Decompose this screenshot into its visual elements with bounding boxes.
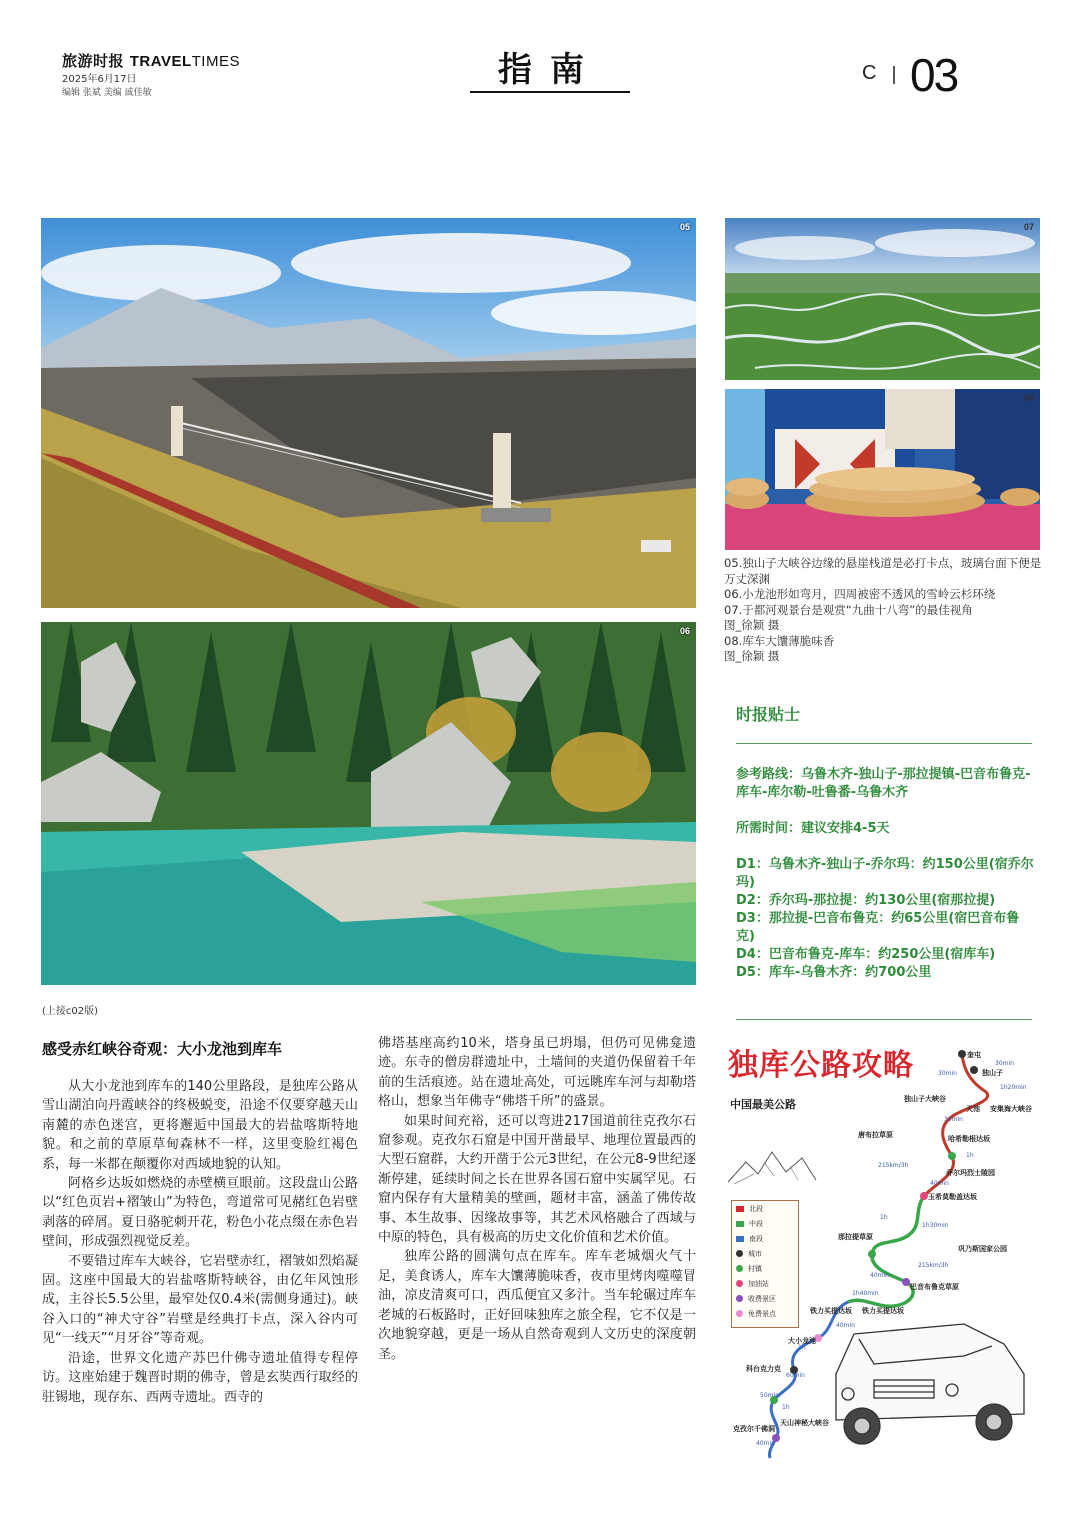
- map-place-tielimaiti-pass-1: 铁力买提达坂: [810, 1307, 852, 1315]
- map-time: 1h20min: [1000, 1084, 1027, 1091]
- photo-07-winding-river: [725, 218, 1040, 380]
- legend-gas-station: 加油站: [732, 1276, 798, 1291]
- map-time: 40min: [836, 1322, 855, 1329]
- tips-route: 参考路线：乌鲁木齐-独山子-那拉提镇-巴音布鲁克-库车-库尔勒-吐鲁番-乌鲁木齐: [736, 767, 1031, 800]
- photo-05-canyon-bridge: [41, 218, 696, 608]
- map-time: 1h30min: [922, 1222, 949, 1229]
- map-place-gongnaisi: 巩乃斯国家公园: [958, 1245, 1007, 1253]
- publication-date: 2025年6月17日: [62, 74, 137, 85]
- newspaper-brand: [62, 50, 240, 71]
- caption-06: 06.小龙池形如弯月，四周被密不透风的雪岭云杉环绕: [724, 587, 996, 601]
- map-time: 1h: [966, 1152, 974, 1159]
- map-time: 1h: [880, 1214, 888, 1221]
- legend-middle: 中段: [732, 1216, 798, 1231]
- map-time: 60min: [786, 1372, 805, 1379]
- page-section-letter: C: [862, 62, 877, 84]
- map-place-ketaikelike: 科台克力克: [746, 1365, 781, 1373]
- article-paragraph: 从大小龙池到库车的140公里路段，是独库公路从雪山湖泊向丹霞峡谷的终极蜕变，沿途不仅要穿越天山南麓的赤色迷宫，更将邂逅中国最大的岩盐喀斯特地貌。和之前的草原草甸森林不一样，这里变脸红褐色系，每一米都在颠覆你对西域地貌的认知。: [42, 1079, 358, 1172]
- map-place-dragon-pools: 大小龙池: [788, 1337, 816, 1345]
- photo-credit: 图_徐颖 摄: [724, 649, 780, 663]
- tips-day-1: D1：乌鲁木齐-独山子-乔尔玛：约150公里(宿乔尔玛): [736, 857, 1034, 890]
- article-paragraph: 独库公路的圆满句点在库车。库车老城烟火气十足，美食诱人，库车大馕薄脆味香，夜市里烤肉噬噬冒油，凉皮清爽可口，西瓜便宜又多汁。当车轮碾过库车老城的石板路时，正好回味独库之旅全程，它不仅是一次地貌穿越，更是一场从自然奇观到人文历史的深度朝圣。: [378, 1249, 696, 1362]
- dragon-lake-image: [41, 622, 696, 985]
- map-place-qiaoerma-cemetery: 乔尔玛烈士陵园: [946, 1169, 995, 1177]
- map-place-tangbula: 唐布拉草原: [858, 1131, 893, 1139]
- map-time: 40min: [930, 1180, 949, 1187]
- map-place-yuximolegai-pass: 玉希莫勒盖达坂: [928, 1193, 977, 1201]
- tips-day-2: D2：乔尔玛-那拉提：约130公里(宿那拉提): [736, 893, 996, 908]
- caption-07: 07.于都河观景台是观赏“九曲十八弯”的最佳视角: [724, 602, 973, 617]
- photo-06-dragon-lake: [41, 622, 696, 985]
- map-time: 1h40min: [852, 1290, 879, 1297]
- map-legend: [731, 1200, 799, 1328]
- brand-cn: 旅游时报: [62, 52, 125, 70]
- map-time: 30min: [995, 1060, 1014, 1067]
- tips-rule-bottom: [736, 1019, 1032, 1020]
- map-time: 215km/3h: [878, 1162, 909, 1169]
- tips-box: [736, 766, 1036, 982]
- legend-north: 北段: [732, 1201, 798, 1216]
- article-paragraph: 沿途，世界文化遗产苏巴什佛寺遗址值得专程停访。这座始建于魏晋时期的佛寺，曾是玄奘西行取经的驻锡地，现存东、西两寺遗址。西寺的: [42, 1350, 358, 1405]
- tips-heading: 时报贴士: [736, 705, 801, 724]
- editors-credit: 编辑 张斌 美编 戚佳敏: [62, 88, 152, 98]
- photo-number-06: 06: [679, 626, 690, 636]
- map-place-tianchi: 天池: [966, 1105, 980, 1113]
- tips-day-4: D4：巴音布鲁克-库车：约250公里(宿库车): [736, 947, 996, 962]
- photo-number-07: 07: [1023, 222, 1034, 232]
- map-subtitle: 中国最美公路: [730, 1098, 796, 1111]
- page-number-divider: [893, 66, 895, 84]
- photo-captions: [724, 556, 1044, 665]
- map-title: 独库公路攻略: [728, 1048, 914, 1083]
- photo-number-05: 05: [679, 222, 690, 232]
- winding-river-image: [725, 218, 1040, 380]
- article-paragraph: 佛塔基座高约10米，塔身虽已坍塌，但仍可见佛龛遗迹。东寺的僧房群遗址中，土墙间的夹道仍保留着千年前的生活痕迹。站在遗址高处，可远眺库车河与却勒塔格山，想象当年佛寺“佛塔千所”的盛景。: [378, 1036, 696, 1110]
- article-paragraph: 不要错过库车大峡谷，它岩壁赤红，褶皱如烈焰凝固。这座中国最大的岩盐喀斯特峡谷，由亿年风蚀形成，主谷长5.5公里，最窄处仅0.4米(需侧身通过)。峡谷入口的“神犬守谷”岩壁是经典打卡点，深入谷内可见“一线天”“月牙谷”等奇观。: [42, 1253, 358, 1347]
- section-title-rule: [470, 91, 630, 93]
- map-time: 215km/3h: [918, 1262, 949, 1269]
- article-title: 感受赤红峡谷奇观：大小龙池到库车: [42, 1040, 283, 1058]
- map-place-dushanzi-canyon: 独山子大峡谷: [904, 1095, 946, 1103]
- photo-credit: 图_徐颖 摄: [724, 618, 780, 632]
- kuqa-naan-image: [725, 389, 1040, 550]
- section-title: 指南: [498, 50, 602, 90]
- map-time: 1h: [782, 1404, 790, 1411]
- page-number: 03: [910, 49, 958, 101]
- map-place-kuitun: 奎屯: [967, 1051, 981, 1059]
- map-time: 50min: [760, 1392, 779, 1399]
- caption-05: 05.独山子大峡谷边缘的悬崖栈道是必打卡点，玻璃台面下便是万丈深渊: [724, 556, 1042, 586]
- map-time: 40min: [870, 1272, 889, 1279]
- article-column-1: [42, 1077, 358, 1407]
- legend-paid-scenic: 收费景区: [732, 1291, 798, 1306]
- article-paragraph: 如果时间充裕，还可以弯进217国道前往克孜尔石窟参观。克孜尔石窟是中国开凿最早、地理位置最西的大型石窟群，大约开凿于公元3世纪，在公元8-9世纪逐渐停建，延续时间之长在世界各国石窟中实属罕见。石窟内保存有大量精美的壁画，题材丰富，涵盖了佛传故事、本生故事、因缘故事等，其艺术风格融合了西域与中原的特色，具有极高的历史文化价值和艺术价值。: [378, 1113, 696, 1246]
- tips-day-5: D5：库车-乌鲁木齐：约700公里: [736, 965, 932, 980]
- map-place-anjihai-canyon: 安集海大峡谷: [990, 1105, 1032, 1113]
- tips-day-3: D3：那拉提-巴音布鲁克：约65公里(宿巴音布鲁克): [736, 911, 1020, 944]
- article-paragraph: 阿格乡达坂如燃烧的赤壁横亘眼前。这段盘山公路以“红色页岩+褶皱山”为特色，弯道常可见赭红色岩壁剥落的碎屑。夏日骆驼刺开花，粉色小花点缀在赤色岩壁间，形成强烈视觉反差。: [42, 1176, 358, 1250]
- map-time: 1h: [798, 1344, 806, 1351]
- continued-from-note: (上接c02版): [42, 1006, 99, 1017]
- photo-08-kuqa-naan: [725, 389, 1040, 550]
- map-place-haxilegen-pass: 哈希勒根达坂: [948, 1135, 990, 1143]
- map-place-bayinbuluke: 巴音布鲁克草原: [910, 1283, 959, 1291]
- tips-rule-top: [736, 743, 1032, 744]
- map-time: 40min: [756, 1440, 775, 1447]
- tips-time: 所需时间：建议安排4-5天: [736, 821, 890, 836]
- brand-en-bold: TRAVEL: [129, 53, 192, 70]
- map-time: 30min: [944, 1116, 963, 1123]
- map-place-tianshan-canyon: 天山神秘大峡谷: [780, 1419, 829, 1427]
- map-place-dushanzi: 独山子: [982, 1069, 1003, 1077]
- legend-town: 村镇: [732, 1261, 798, 1276]
- legend-south: 南段: [732, 1231, 798, 1246]
- map-place-nalati: 那拉提草原: [838, 1233, 873, 1241]
- article-column-2: [378, 1034, 696, 1364]
- map-place-kizil-caves: 克孜尔千佛洞: [733, 1425, 775, 1433]
- brand-en-light: TIMES: [191, 53, 240, 70]
- legend-city: 城市: [732, 1246, 798, 1261]
- legend-free-scenic: 免费景点: [732, 1306, 798, 1321]
- photo-number-08: 08: [1023, 393, 1034, 403]
- map-place-tielimaiti-pass-2: 铁力买提达坂: [862, 1307, 904, 1315]
- canyon-bridge-image: [41, 218, 696, 608]
- map-time: 30min: [938, 1070, 957, 1077]
- caption-08: 08.库车大馕薄脆味香: [724, 633, 835, 648]
